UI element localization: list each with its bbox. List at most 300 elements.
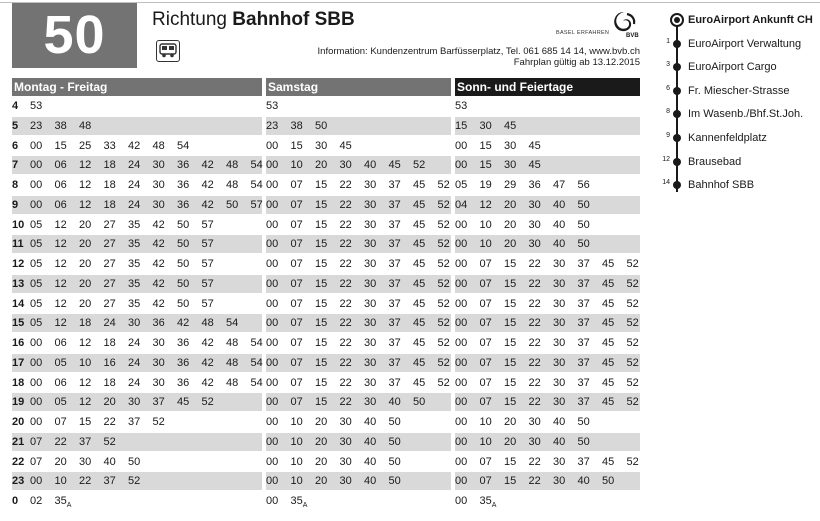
departure-minute: 50 <box>577 218 590 231</box>
departure-minute: 07 <box>290 277 303 290</box>
stop-name: Kannenfeldplatz <box>688 132 767 144</box>
minutes-so <box>455 453 651 471</box>
departure-minute: 22 <box>339 317 352 330</box>
departure-minute: 30 <box>152 159 165 172</box>
departure-minute: 00 <box>266 238 279 251</box>
departure-minute: 15 <box>315 218 328 231</box>
departure-minute: 30 <box>553 258 566 270</box>
departure-minute: 22 <box>339 238 352 251</box>
direction-destination: Bahnhof SBB <box>232 9 355 30</box>
minutes-sa <box>266 255 462 273</box>
departure-minute: 00 <box>266 258 279 270</box>
departure-minute: 52 <box>626 258 639 270</box>
departure-minute: 20 <box>79 277 92 290</box>
departure-minute: 54 <box>177 139 190 152</box>
departure-minute: 50 <box>177 258 190 270</box>
departure-minute: 15 <box>315 297 328 310</box>
departure-minute: 36 <box>177 198 190 211</box>
departure-minute: 37 <box>388 376 401 389</box>
minutes-so <box>455 472 627 490</box>
departure-minute: 07 <box>290 297 303 310</box>
table-row <box>12 491 640 511</box>
departure-minute: 20 <box>79 238 92 251</box>
departure-minute: 37 <box>577 337 590 349</box>
departure-minute: 48 <box>79 119 92 132</box>
departure-minute: 53 <box>30 100 43 112</box>
departure-minute: 22 <box>339 337 352 349</box>
departure-minute: 07 <box>290 258 303 270</box>
hour-label: 22 <box>12 455 25 468</box>
minutes-so <box>455 492 504 510</box>
minutes-mf <box>30 314 251 332</box>
departure-minute: 24 <box>128 337 141 349</box>
minutes-so <box>455 117 529 135</box>
departure-minute: 12 <box>54 297 67 310</box>
departure-minute: 00 <box>455 337 468 349</box>
minutes-sa <box>266 334 462 352</box>
departure-minute: 52 <box>437 179 450 191</box>
departure-minute: 00 <box>30 179 43 191</box>
minutes-sa <box>266 137 364 155</box>
departure-minute: 15 <box>315 396 328 409</box>
departure-minute: 52 <box>413 159 426 172</box>
departure-minute: 00 <box>266 277 279 290</box>
minutes-sa <box>266 117 340 135</box>
info-line: Information: Kundenzentrum Barfüsserplatz, Tel. 061 685 14 14, www.bvb.ch <box>317 46 640 57</box>
departure-minute: 15 <box>315 277 328 290</box>
table-row <box>12 274 640 294</box>
column-header-sunday: Sonn- und Feiertage <box>455 78 640 96</box>
departure-minute: 57 <box>201 297 214 310</box>
departure-minute: 00 <box>30 337 43 349</box>
departure-minute: 37 <box>577 376 590 389</box>
departure-minute: 00 <box>266 435 279 448</box>
departure-minute: 00 <box>455 317 468 330</box>
departure-minute: 50 <box>177 218 190 231</box>
departure-minute: 20 <box>79 218 92 231</box>
departure-minute: 42 <box>152 277 165 290</box>
departure-minute: 37 <box>103 475 116 488</box>
minutes-mf <box>30 176 275 194</box>
departure-minute: 30 <box>553 337 566 349</box>
stop-travel-minutes: 6 <box>666 84 670 92</box>
departure-minute: 54 <box>250 337 263 349</box>
minutes-mf <box>30 295 226 313</box>
departure-minute: 45 <box>528 159 541 172</box>
departure-minute: 50 <box>177 277 190 290</box>
departure-minute: 57 <box>201 218 214 231</box>
departure-minute: 10 <box>479 435 492 448</box>
departure-minute: 20 <box>103 396 116 409</box>
departure-minute: 45 <box>504 119 517 132</box>
stop-travel-minutes: 14 <box>662 179 670 187</box>
departure-minute: 30 <box>553 455 566 468</box>
departure-minute: 10 <box>290 475 303 488</box>
departure-minute: 45 <box>602 396 615 409</box>
minutes-mf <box>30 235 226 253</box>
departure-minute: 06 <box>54 179 67 191</box>
timetable-header <box>12 78 640 96</box>
departure-minute: 30 <box>152 337 165 349</box>
departure-minute: 37 <box>388 317 401 330</box>
stop-name: EuroAirport Verwaltung <box>688 37 802 50</box>
departure-minute: 15 <box>315 258 328 270</box>
table-row <box>12 333 640 353</box>
departure-minute: 00 <box>266 139 279 152</box>
departure-minute: 42 <box>201 337 214 349</box>
departure-minute: 50 <box>388 475 401 488</box>
minutes-mf <box>30 255 226 273</box>
departure-minute: 40 <box>388 396 401 409</box>
departure-minute: 22 <box>339 218 352 231</box>
departure-minute: 12 <box>54 258 67 270</box>
departure-minute: 50 <box>602 475 615 488</box>
departure-minute: 54 <box>250 376 263 389</box>
departure-minute: 23 <box>30 119 43 132</box>
departure-minute: 30 <box>553 396 566 409</box>
departure-minute: 22 <box>79 475 92 488</box>
departure-minute: 52 <box>626 356 639 369</box>
departure-minute: 06 <box>54 159 67 172</box>
departure-minute: 36 <box>177 337 190 349</box>
table-row <box>12 373 640 393</box>
departure-minute: 45 <box>413 356 426 369</box>
departure-minute: 37 <box>577 356 590 369</box>
departure-minute: 30 <box>364 238 377 251</box>
direction-title <box>152 9 355 31</box>
stop-dot-icon <box>673 63 681 71</box>
departure-minute: 40 <box>364 475 377 488</box>
departure-minute: 00 <box>266 376 279 389</box>
departure-minute: 15 <box>479 159 492 172</box>
departure-minute: 48 <box>226 159 239 172</box>
departure-minute: 50 <box>388 435 401 448</box>
route-diagram <box>660 8 820 198</box>
table-row <box>12 412 640 432</box>
departure-minute: 53 <box>266 100 279 112</box>
departure-minute: 50 <box>577 238 590 251</box>
departure-minute: 45 <box>602 277 615 290</box>
departure-minute: 18 <box>103 159 116 172</box>
departure-minute: 45 <box>602 455 615 468</box>
departure-minute: 15 <box>504 258 517 270</box>
departure-minute: 37 <box>577 258 590 270</box>
departure-minute: 05 <box>30 238 43 251</box>
minutes-sa <box>266 433 413 451</box>
departure-minute: 15 <box>504 277 517 290</box>
departure-minute: 30 <box>528 416 541 428</box>
departure-minute: 00 <box>455 416 468 428</box>
valid-from: Fahrplan gültig ab 13.12.2015 <box>513 57 640 68</box>
departure-minute: 45 <box>528 139 541 152</box>
departure-minute: 15 <box>504 475 517 488</box>
departure-minute: 22 <box>528 356 541 369</box>
minutes-so <box>455 295 651 313</box>
departure-minute: 30 <box>152 179 165 191</box>
table-row <box>12 432 640 452</box>
departure-minute: 45 <box>413 297 426 310</box>
departure-minute: 00 <box>266 317 279 330</box>
departure-minute: 30 <box>152 376 165 389</box>
departure-minute: 04 <box>455 198 468 211</box>
departure-minute: 50 <box>577 416 590 428</box>
departure-minute: 15 <box>290 139 303 152</box>
departure-minute: 12 <box>79 337 92 349</box>
departure-minute: 00 <box>455 159 468 172</box>
departure-minute: 10 <box>479 218 492 231</box>
departure-minute: 33 <box>103 139 116 152</box>
departure-minute: 30 <box>339 455 352 468</box>
departure-minute: 00 <box>266 396 279 409</box>
departure-minute: 22 <box>339 356 352 369</box>
minutes-sa <box>266 314 462 332</box>
departure-minute: 00 <box>30 396 43 409</box>
departure-minute: 52 <box>626 317 639 330</box>
departure-minute: 07 <box>479 356 492 369</box>
hour-label: 14 <box>12 297 25 310</box>
departure-minute: $35_A$ <box>54 495 72 509</box>
departure-minute: 00 <box>30 198 43 211</box>
departure-minute: 06 <box>54 198 67 211</box>
departure-minute: 45 <box>602 317 615 330</box>
departure-minute: 42 <box>201 356 214 369</box>
departure-minute: 00 <box>266 356 279 369</box>
departure-minute: 57 <box>201 238 214 251</box>
departure-minute: 07 <box>290 317 303 330</box>
minutes-so <box>455 314 651 332</box>
departure-minute: 37 <box>388 356 401 369</box>
stop-name: Im Wasenb./Bhf.St.Joh. <box>688 108 804 121</box>
departure-minute: 30 <box>364 356 377 369</box>
departure-minute: 12 <box>79 376 92 389</box>
minutes-sa <box>266 235 462 253</box>
departure-minute: 35 <box>128 238 141 251</box>
departure-minute: 05 <box>30 297 43 310</box>
departure-minute: 07 <box>479 396 492 409</box>
departure-minute: 40 <box>553 238 566 251</box>
departure-minute: 30 <box>528 435 541 448</box>
route-stop <box>660 36 820 54</box>
departure-minute: 18 <box>79 317 92 330</box>
departure-minute: 52 <box>437 297 450 310</box>
departure-minute: 37 <box>577 455 590 468</box>
departure-minute: 15 <box>479 139 492 152</box>
departure-minute: 00 <box>455 139 468 152</box>
departure-minute: 24 <box>128 179 141 191</box>
stop-travel-minutes: 12 <box>662 155 670 163</box>
departure-minute: 50 <box>577 198 590 211</box>
departure-minute: 30 <box>553 297 566 310</box>
row-band <box>266 97 451 115</box>
departure-minute: 25 <box>79 139 92 152</box>
stop-dot-icon <box>673 40 681 48</box>
minutes-mf <box>30 137 202 155</box>
departure-minute: 37 <box>128 416 141 428</box>
departure-minute: 20 <box>315 435 328 448</box>
departure-minute: 30 <box>315 139 328 152</box>
bvb-logo-icon <box>610 10 640 38</box>
stop-name: Bahnhof SBB <box>688 179 755 192</box>
departure-minute: 24 <box>128 198 141 211</box>
departure-minute: 45 <box>602 356 615 369</box>
departure-minute: 05 <box>30 218 43 231</box>
column-header-weekday: Montag - Freitag <box>12 78 262 96</box>
minutes-mf <box>30 354 275 372</box>
departure-minute: 00 <box>30 416 43 428</box>
departure-minute: 52 <box>437 218 450 231</box>
row-band <box>455 97 640 115</box>
departure-minute: 50 <box>413 396 426 409</box>
departure-minute: 20 <box>504 238 517 251</box>
departure-minute: 30 <box>364 317 377 330</box>
table-row <box>12 96 640 116</box>
departure-minute: 15 <box>504 297 517 310</box>
hour-label: 15 <box>12 317 25 330</box>
departure-minute: 30 <box>504 139 517 152</box>
table-row <box>12 116 640 136</box>
departure-minute: 36 <box>177 356 190 369</box>
stop-travel-minutes: 8 <box>666 108 670 116</box>
departure-minute: 52 <box>437 198 450 211</box>
departure-minute: 54 <box>226 317 239 330</box>
departure-minute: 35 <box>128 277 141 290</box>
minutes-mf <box>30 216 226 234</box>
departure-minute: 45 <box>177 396 190 409</box>
departure-minute: 48 <box>152 139 165 152</box>
departure-minute: 37 <box>388 179 401 191</box>
stop-travel-minutes: 9 <box>666 132 670 139</box>
departure-minute: 00 <box>455 218 468 231</box>
departure-minute: 00 <box>266 218 279 231</box>
departure-minute: 15 <box>54 139 67 152</box>
departure-minute: 48 <box>226 356 239 369</box>
table-row <box>12 471 640 491</box>
departure-minute: 42 <box>152 297 165 310</box>
departure-minute: 00 <box>455 455 468 468</box>
minutes-so <box>455 235 602 253</box>
departure-minute: 48 <box>226 376 239 389</box>
departure-minute: 00 <box>455 396 468 409</box>
departure-minute: 00 <box>455 435 468 448</box>
departure-minute: 50 <box>315 119 328 132</box>
departure-minute: 15 <box>315 376 328 389</box>
departure-minute: 00 <box>266 416 279 428</box>
departure-minute: 12 <box>79 396 92 409</box>
minutes-so <box>455 354 651 372</box>
departure-minute: 52 <box>152 416 165 428</box>
departure-minute: 50 <box>577 435 590 448</box>
departure-minute: 10 <box>290 455 303 468</box>
stop-travel-minutes: 1 <box>666 37 670 45</box>
departure-minute: 07 <box>479 297 492 310</box>
departure-minute: 00 <box>266 495 279 507</box>
departure-minute: 56 <box>577 179 590 191</box>
departure-minute: 52 <box>437 376 450 389</box>
departure-minute: 22 <box>339 297 352 310</box>
departure-minute: 15 <box>315 317 328 330</box>
departure-minute: 27 <box>103 258 116 270</box>
departure-minute: 00 <box>266 337 279 349</box>
departure-minute: 52 <box>103 435 116 448</box>
hour-label: 16 <box>12 337 25 349</box>
departure-minute: 45 <box>413 376 426 389</box>
departure-minute: 45 <box>602 258 615 270</box>
departure-minute: 00 <box>455 258 468 270</box>
departure-minute: 42 <box>152 238 165 251</box>
departure-minute: 40 <box>553 416 566 428</box>
minutes-sa <box>266 413 413 431</box>
column-header-saturday: Samstag <box>266 78 451 96</box>
departure-minute: 30 <box>364 396 377 409</box>
departure-minute: 36 <box>177 179 190 191</box>
departure-minute: 00 <box>266 159 279 172</box>
departure-minute: 37 <box>152 396 165 409</box>
departure-minute: 05 <box>455 179 468 191</box>
start-stop-icon <box>670 13 684 27</box>
minutes-mf <box>30 433 128 451</box>
departure-minute: 12 <box>479 198 492 211</box>
departure-minute: 00 <box>455 297 468 310</box>
departure-minute: 45 <box>413 317 426 330</box>
departure-minute: 22 <box>339 277 352 290</box>
route-stop <box>660 177 820 195</box>
departure-minute: 27 <box>103 218 116 231</box>
footnote-marker: A <box>66 502 72 509</box>
minutes-so <box>455 137 553 155</box>
departure-minute: 00 <box>266 455 279 468</box>
departure-minute: 07 <box>290 198 303 211</box>
departure-minute: 10 <box>79 356 92 369</box>
departure-minute: 30 <box>152 356 165 369</box>
departure-minute: 30 <box>364 277 377 290</box>
departure-minute: 20 <box>79 297 92 310</box>
departure-minute: 22 <box>528 258 541 270</box>
departure-minute: 07 <box>290 376 303 389</box>
departure-minute: 22 <box>528 337 541 349</box>
departure-minute: 07 <box>479 337 492 349</box>
departure-minute: 30 <box>339 159 352 172</box>
hour-label: 20 <box>12 416 25 428</box>
departure-minute: 27 <box>103 297 116 310</box>
departure-minute: 40 <box>577 475 590 488</box>
table-row <box>12 353 640 373</box>
departure-minute: 42 <box>201 179 214 191</box>
departure-minute: 30 <box>364 218 377 231</box>
minutes-so <box>455 97 480 115</box>
departure-minute: 57 <box>250 198 263 211</box>
hour-label: 18 <box>12 376 25 389</box>
departure-minute: 12 <box>79 159 92 172</box>
departure-minute: 29 <box>504 179 517 191</box>
hour-label: 13 <box>12 277 25 290</box>
departure-minute: 00 <box>455 475 468 488</box>
departure-minute: 07 <box>54 416 67 428</box>
hour-label: 19 <box>12 396 25 409</box>
hour-label: 11 <box>12 238 24 251</box>
departure-minute: 07 <box>290 179 303 191</box>
departure-minute: 40 <box>364 159 377 172</box>
departure-minute: 00 <box>30 356 43 369</box>
departure-minute: 15 <box>504 356 517 369</box>
stop-travel-minutes: 3 <box>666 61 670 69</box>
departure-minute: 12 <box>54 238 67 251</box>
departure-minute: 10 <box>290 159 303 172</box>
route-stop <box>660 83 820 101</box>
departure-minute: 45 <box>413 179 426 191</box>
departure-minute: 42 <box>201 198 214 211</box>
minutes-mf <box>30 334 275 352</box>
departure-minute: 07 <box>479 455 492 468</box>
